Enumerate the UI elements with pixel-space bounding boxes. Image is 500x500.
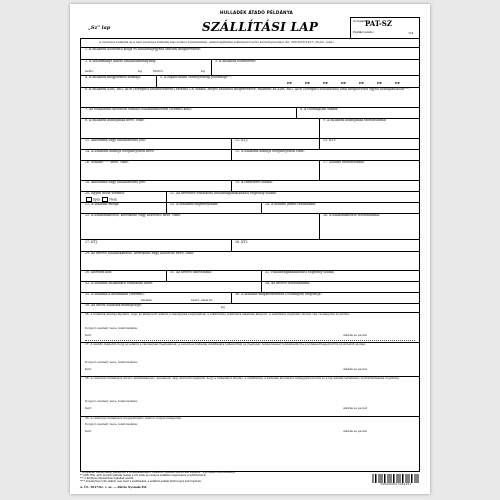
field-36[interactable] xyxy=(231,292,419,303)
field-24[interactable] xyxy=(261,202,419,213)
hp-code: HP xyxy=(359,81,364,85)
field-19[interactable] xyxy=(231,180,419,191)
publication-code: A. ÜL. 5017/Sz. c. sz. — Pátria Nyomda Zrt. xyxy=(80,485,148,489)
field-38-unit: kg xyxy=(221,305,225,309)
statement-receiver-text: 38. A veszélyes hulladékot átvevő hulladékkezelő, kereskedő vagy közvetítő kijelenti, hogy a hulladékot átvette, a szállítmány a hulladék átvételére felhagyásra került és a lap adatait tartalmazó nyilvántartásába rögzítette. xyxy=(85,376,400,380)
field-32-label: 32. Hulladékgazdálkodási engedély száma: xyxy=(265,270,335,274)
field-26[interactable] xyxy=(319,213,419,239)
gross-unit: kg xyxy=(201,69,205,73)
publisher: Pátria Nyomda Zrt. xyxy=(117,485,148,489)
field-19-label: 19. A fuvarlevél száma: xyxy=(235,180,273,184)
barcode-bars xyxy=(372,474,420,483)
footnote: **** Amennyiben több szállító vesz részt a szállításban, a szállítók adatait külön lapon kell rögzíteni. xyxy=(80,480,202,483)
field-30-label[interactable]: 30. Kezelési kód: xyxy=(85,270,113,274)
field-33-label[interactable]: 33. A szállítás hulladékra vonatkozó kelte: xyxy=(85,281,154,285)
signature-label: Aláírás és pecsét xyxy=(343,429,368,433)
hp-code: HP xyxy=(305,81,310,85)
statement-sender-text: 36. A hulladék átadója kijelenti, hogy az általa leírt adatok a valóságnak megfelelnek, a szállítmány szállításra alkalmas állapotú, a szállításra megfelelő módon van csomagolva és jelölve. xyxy=(85,312,350,316)
field-5-label: 5. A legkorosabb veszélyességi jellemzője**: xyxy=(160,75,232,79)
field-15[interactable] xyxy=(231,149,419,160)
hp-code: HP xyxy=(287,81,292,85)
copy-note: HULLADÉK ÁTADÓ PÉLDÁNYA xyxy=(220,10,293,15)
statement-carrier-text: 37. A szállító kijelenti, hogy az adatok a valóságnak megfelelnek, a veszélyes hulladék szállítására felkészültek és megfelelő felszereléssel rendelkezik (ha a kötelezettségek körös nyomtatott előlap). xyxy=(85,342,367,346)
statement-receiver xyxy=(81,376,419,417)
contact-name-label: Dolgozó személy neve, telefonszáma: xyxy=(85,326,138,330)
signature-label: Aláírás és pecsét xyxy=(343,406,368,410)
gross-label: bruttó: xyxy=(153,69,164,73)
row-8-9 xyxy=(81,118,419,139)
field-9-label: 9. A hulladék átadójának telefonszáma: xyxy=(323,118,387,122)
field-8-label[interactable]: 8. A hulladék átadójának neve, címe: xyxy=(85,118,145,122)
field-20-label: 20. Egyéb fuvar szerinti: xyxy=(85,191,125,195)
field-35-receiver: szerz. vétel ki: xyxy=(191,298,213,302)
hp-code: HP xyxy=(395,81,400,85)
page-indicator: 1/4 xyxy=(408,31,413,35)
row-16-17 xyxy=(81,160,419,181)
barcode xyxy=(372,474,420,487)
date-label: Kelt: xyxy=(85,333,92,337)
form-sheet xyxy=(70,4,430,494)
field-11-label[interactable]: 11. Adószáma vagy adóazonosító jele: xyxy=(85,138,147,142)
row-25-26 xyxy=(81,213,419,240)
field-3-label: 3. A hulladék összetétele: xyxy=(215,59,257,63)
field-3[interactable] xyxy=(211,59,419,75)
field-34[interactable] xyxy=(261,281,419,292)
form-type-label: „Sz" lap xyxy=(88,25,111,31)
field-18-label[interactable]: 18. Adószáma vagy adóazonosító jele: xyxy=(85,180,147,184)
field-35-driver: átvétel: xyxy=(141,298,153,302)
field-34-label: 34. Az átvevő telefonszáma: xyxy=(265,281,311,285)
pub-code: A. ÜL. 5017/Sz. c. sz. xyxy=(80,485,113,489)
net-unit: kg xyxy=(138,69,142,73)
serial-number-box xyxy=(350,17,420,39)
statement-disposer-text: 39. A veszélyes hulladékot megsemmisítő telefon, helyes fellépének xyxy=(85,416,182,420)
footnote: ** ADR, RID, ADN szerinti szállítás esetén a UN szám és a helyes szállítási megnevezés is feltüntetendő. xyxy=(80,474,207,477)
statement-disposer xyxy=(81,416,419,436)
field-21-label: 21. Az átvételre vonatkozó hulladékgazdálkodási engedély száma: xyxy=(170,191,277,195)
field-36-label: 36. A szállítás megkezdésének (csomagolt) időpontja: xyxy=(235,292,322,296)
field-23-label: 23. A szállítási engedélyszám: xyxy=(170,202,219,206)
field-26-label: 26. A hulladékkezelő telefonszáma: xyxy=(323,213,381,217)
contact-name-label: Dolgozó személy neve, telefonszáma: xyxy=(85,422,138,426)
statement-sender xyxy=(81,312,419,343)
field-6[interactable] xyxy=(81,87,419,108)
contact-name-label: Dolgozó személy neve, telefonszáma: xyxy=(85,399,138,403)
signature-line xyxy=(85,340,415,341)
field-17-label: 17. Szállító telefonszáma: xyxy=(323,160,365,164)
date-label: Kelt: xyxy=(85,367,92,371)
form-title: SZÁLLÍTÁSI LAP xyxy=(202,20,319,34)
field-25-label[interactable]: 25. A hulladékkezelő, kereskedő vagy közvetítő neve, címe: xyxy=(85,213,182,217)
hp-code: HP xyxy=(377,81,382,85)
hp-code: HP xyxy=(341,81,346,85)
field-9[interactable] xyxy=(319,118,419,138)
signature-label: Aláírás és pecsét xyxy=(343,333,368,337)
field-5[interactable] xyxy=(156,75,419,87)
field-16-label[interactable]: 16. Szállító**** neve, címe: xyxy=(85,160,129,164)
field-7-label[interactable]: 7. Az elszállítást követően várható hulladékkezelési (szerinti kód): xyxy=(85,107,192,111)
field-6-label: 6. A hulladék ADR, RID, ADN (szerginti szállításesetén) szerinti UN száma, helyes szállítási megnevezése, valamint az ADR, RID, ADN (szerginti szállításnál) által megkövetelt egyéb hozzájárulások***: xyxy=(85,87,410,91)
footnote: *** A kitöltési útmutatóban foglaltak szerint. xyxy=(80,477,135,480)
option-no-label: Nem xyxy=(109,197,117,202)
barcode-number: 5999009915044021 xyxy=(380,483,412,486)
serial-label: Sorszám: xyxy=(353,19,368,23)
copy-count-label: Példányszám: xyxy=(353,30,374,34)
field-13-label: 13. KTI: xyxy=(323,138,336,142)
field-35-label[interactable]: 35. A szállítás a közutakon (szerinti): xyxy=(85,292,145,296)
footnote: * A hulladék veszélyességi jellemzőjét a hulladékkezelésre vonatkozó rendelet szerint kell megadni – a kódszám feltüntetésével. xyxy=(80,471,236,474)
field-28[interactable] xyxy=(231,239,419,251)
date-label: Kelt: xyxy=(85,406,92,410)
net-label: nettó: xyxy=(85,69,94,73)
signature-label: Aláírás és pecsét xyxy=(343,367,368,371)
field-12-label: 12. KTJ: xyxy=(235,138,248,142)
contact-name-label: Dolgozó személy neve, telefonszáma: xyxy=(85,360,138,364)
form-frame xyxy=(80,38,420,472)
option-yes-label: Igen xyxy=(93,197,101,202)
field-14-label[interactable]: 14. A hulladék átadója telephelyének neve: xyxy=(85,149,155,153)
field-15-label: 15. A hulladék átadója telephelyének címe: xyxy=(235,149,305,153)
field-7b[interactable] xyxy=(296,107,419,118)
field-2-label: 2. A szállítmányt alkotó hulladékmennyiség: xyxy=(85,59,157,63)
field-1-label: 1. A hulladék azonosító kódja és hulladékjegyzék szerinti megnevezése: xyxy=(85,47,201,51)
field-17[interactable] xyxy=(319,160,419,180)
field-22-label[interactable]: 22. A szállítás módja: xyxy=(85,202,120,206)
field-28-label: 28. KTI: xyxy=(235,240,248,244)
field-32[interactable] xyxy=(261,270,419,281)
field-29[interactable] xyxy=(81,251,419,271)
row-2-3 xyxy=(81,59,419,76)
footer xyxy=(80,472,420,489)
field-13[interactable] xyxy=(319,138,419,149)
date-label: Kelt: xyxy=(85,429,92,433)
field-24-label: 24. A szállító jármű rendszáma: xyxy=(265,202,317,206)
field-31-label: 31. Az átvevő üzletszáma: xyxy=(170,270,212,274)
field-4-label[interactable]: 4. A hulladék megjelenési formája: xyxy=(85,75,142,79)
field-27-label[interactable]: 27. KTJ: xyxy=(85,240,98,244)
intro-text: A veszélyes hulladék és a nem veszélyes hulladék kapcsolatos nyilvántartási, adatszolgáltatási szabályairól szóló kormányrendelet (Kr. 225/2015(VIII.7.) Korm. rend.) xyxy=(99,40,335,44)
statement-carrier xyxy=(81,342,419,377)
hp-code: HP xyxy=(323,81,328,85)
field-21[interactable] xyxy=(166,191,419,202)
field-7b-label: 8. A csomagolás száma: xyxy=(300,107,339,111)
field-38-label: 38. Az átvett hulladék mennyisége: xyxy=(85,303,142,307)
field-29-label: 29. Az átvevő hulladékkezelő, kereskedő vagy közvetítő neve, címe: xyxy=(85,251,195,255)
serial-code: PAT-SZ xyxy=(365,19,392,28)
